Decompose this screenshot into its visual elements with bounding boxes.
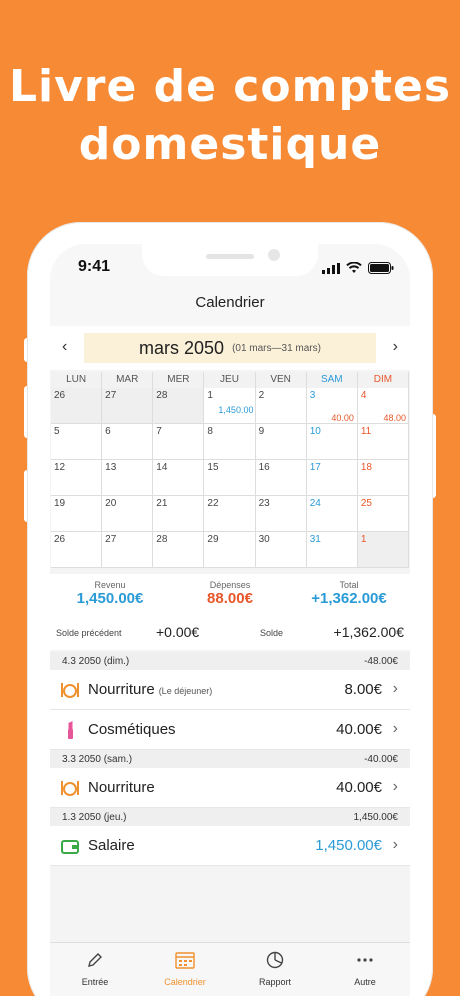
calendar-day[interactable]	[204, 496, 255, 532]
calendar-day[interactable]	[256, 532, 307, 568]
month-bar	[50, 326, 410, 370]
weekday-thu: JEU	[204, 372, 255, 388]
tab-autre[interactable]	[320, 943, 410, 996]
weekday-wed: MER	[153, 372, 204, 388]
day-number: 2	[258, 390, 265, 401]
entry-amount: 8.00€	[344, 681, 382, 698]
calendar-day[interactable]	[307, 424, 358, 460]
calendar-day[interactable]	[307, 532, 358, 568]
tab-label: Calendrier	[164, 977, 206, 987]
speaker	[206, 254, 254, 259]
day-number: 18	[360, 462, 372, 473]
day-number: 3	[309, 390, 316, 401]
calendar-day[interactable]	[102, 496, 153, 532]
day-number: 31	[309, 534, 321, 545]
day-number: 16	[258, 462, 270, 473]
tab-entree[interactable]	[50, 943, 140, 996]
calendar-day[interactable]	[153, 388, 204, 424]
calendar-day[interactable]	[204, 424, 255, 460]
day-number: 28	[156, 390, 168, 401]
day-number: 26	[54, 390, 66, 401]
fork-knife-icon	[60, 680, 80, 700]
lipstick-icon	[60, 720, 80, 740]
day-number: 28	[156, 534, 168, 545]
day-number: 14	[156, 462, 168, 473]
entry-row[interactable]	[50, 710, 410, 750]
day-number: 27	[105, 390, 117, 401]
chevron-right-icon: ›	[392, 720, 398, 737]
more-icon	[356, 951, 374, 969]
day-expense: 48.00	[383, 413, 406, 423]
pie-chart-icon	[266, 951, 284, 969]
entry-row[interactable]	[50, 768, 410, 808]
day-number: 29	[207, 534, 219, 545]
entry-row[interactable]	[50, 826, 410, 866]
entry-note: (Le déjeuner)	[158, 686, 213, 696]
headline-line2: domestique	[78, 119, 382, 170]
day-number: 1	[360, 534, 367, 545]
calendar-day[interactable]	[256, 388, 307, 424]
entry-amount: 40.00€	[336, 779, 382, 796]
phone-notch	[142, 244, 318, 276]
calendar-day[interactable]	[256, 424, 307, 460]
tab-bar	[50, 942, 410, 996]
calendar-day[interactable]	[204, 388, 255, 424]
calendar-day[interactable]	[51, 496, 102, 532]
expense-summary	[175, 580, 285, 607]
battery-icon	[368, 261, 394, 279]
day-date: 1.3 2050 (jeu.)	[62, 812, 127, 823]
day-number: 9	[258, 426, 265, 437]
calendar-day[interactable]	[358, 424, 409, 460]
entry-category: Nourriture	[88, 681, 155, 698]
fork-knife-icon	[60, 778, 80, 798]
calendar-grid	[51, 388, 409, 568]
headline-line1: Livre de comptes	[8, 61, 452, 112]
calendar-day[interactable]	[102, 388, 153, 424]
day-number: 13	[105, 462, 117, 473]
calendar-day[interactable]	[358, 460, 409, 496]
day-number: 23	[258, 498, 270, 509]
chevron-right-icon: ›	[392, 778, 398, 795]
weekday-sat: SAM	[307, 372, 358, 388]
tab-rapport[interactable]	[230, 943, 320, 996]
revenue-label: Revenu	[94, 580, 126, 590]
day-number: 7	[156, 426, 162, 437]
day-number: 17	[309, 462, 321, 473]
entry-label	[88, 681, 212, 698]
weekday-tue: MAR	[102, 372, 153, 388]
day-date: 4.3 2050 (dim.)	[62, 656, 130, 667]
prev-balance-value: +0.00€	[156, 624, 200, 640]
day-number: 20	[105, 498, 117, 509]
calendar-day[interactable]	[102, 424, 153, 460]
status-time: 9:41	[78, 258, 111, 275]
calendar-day[interactable]	[102, 460, 153, 496]
chevron-right-icon: ›	[392, 836, 398, 853]
calendar-day[interactable]	[307, 460, 358, 496]
day-date: 3.3 2050 (sam.)	[62, 754, 133, 765]
day-number: 25	[360, 498, 372, 509]
day-number: 12	[54, 462, 66, 473]
calendar-day[interactable]	[102, 532, 153, 568]
weekday-fri: VEN	[256, 372, 307, 388]
day-expense: 40.00	[331, 413, 354, 423]
day-number: 1	[207, 390, 213, 401]
camera	[268, 249, 280, 261]
day-total: -48.00€	[364, 656, 398, 667]
day-number: 27	[105, 534, 117, 545]
calendar-day[interactable]	[153, 424, 204, 460]
day-number: 6	[105, 426, 111, 437]
signal-icon	[322, 261, 340, 279]
month-range: (01 mars—31 mars)	[232, 342, 321, 354]
day-number: 10	[309, 426, 321, 437]
weekday-sun: DIM	[358, 372, 409, 388]
total-label: Total	[339, 580, 359, 590]
entry-amount: 40.00€	[336, 721, 382, 738]
total-value: +1,362.00€	[311, 590, 387, 607]
entry-category: Nourriture	[88, 779, 155, 796]
calendar-day[interactable]	[307, 388, 358, 424]
calendar-day[interactable]	[51, 424, 102, 460]
next-month-icon[interactable]: ›	[392, 338, 398, 355]
tab-calendrier[interactable]	[140, 943, 230, 996]
day-number: 22	[207, 498, 219, 509]
month-summary	[50, 574, 410, 650]
revenue-summary	[55, 580, 165, 607]
total-summary	[294, 580, 404, 607]
entry-row[interactable]	[50, 670, 410, 710]
day-total: 1,450.00€	[353, 812, 398, 823]
calendar-day[interactable]	[256, 496, 307, 532]
app-screen	[50, 244, 410, 996]
calendar-day[interactable]	[51, 388, 102, 424]
calendar-day[interactable]	[51, 532, 102, 568]
calendar-day[interactable]	[153, 532, 204, 568]
expense-value: 88.00€	[207, 590, 253, 607]
headline	[0, 58, 460, 174]
chevron-right-icon: ›	[392, 680, 398, 697]
month-label: mars 2050	[139, 337, 225, 358]
calendar-day[interactable]	[204, 532, 255, 568]
day-number: 5	[54, 426, 60, 437]
calendar-day[interactable]	[358, 388, 409, 424]
calendar-day[interactable]	[51, 460, 102, 496]
weekday-mon: LUN	[51, 372, 102, 388]
calendar-day[interactable]	[307, 496, 358, 532]
day-number: 11	[360, 426, 372, 437]
tab-label: Autre	[354, 977, 376, 987]
day-number: 19	[54, 498, 66, 509]
calendar-day[interactable]	[358, 496, 409, 532]
wallet-icon	[60, 836, 80, 856]
day-total: -40.00€	[364, 754, 398, 765]
revenue-value: 1,450.00€	[76, 590, 144, 607]
entry-category: Salaire	[88, 837, 135, 854]
wifi-icon	[346, 261, 362, 279]
tab-label: Entrée	[81, 977, 109, 987]
day-number: 4	[360, 390, 367, 401]
day-number: 21	[156, 498, 168, 509]
nav-title: Calendrier	[195, 294, 265, 311]
calendar-day[interactable]	[153, 460, 204, 496]
calendar-day[interactable]	[358, 532, 409, 568]
day-header	[50, 750, 410, 768]
entry-amount: 1,450.00€	[315, 837, 382, 854]
entry-category: Cosmétiques	[88, 721, 176, 738]
status-icons	[322, 261, 394, 279]
day-number: 15	[207, 462, 219, 473]
pencil-icon	[86, 951, 104, 969]
balance-value: +1,362.00€	[333, 624, 404, 640]
weekday-header	[51, 372, 409, 388]
balance-label: Solde	[260, 628, 284, 638]
calendar-day[interactable]	[204, 460, 255, 496]
day-header	[50, 652, 410, 670]
month-selector[interactable]	[84, 333, 376, 363]
calendar	[51, 372, 409, 568]
calendar-day[interactable]	[153, 496, 204, 532]
day-number: 8	[207, 426, 213, 437]
expense-label: Dépenses	[209, 580, 251, 590]
prev-balance-label: Solde précédent	[56, 628, 122, 638]
day-header	[50, 808, 410, 826]
day-number: 24	[309, 498, 321, 509]
calendar-day[interactable]	[256, 460, 307, 496]
day-number: 30	[258, 534, 270, 545]
day-income: 1,450.00	[218, 405, 254, 415]
calendar-icon	[175, 951, 195, 969]
tab-label: Rapport	[258, 977, 292, 987]
prev-month-icon[interactable]: ‹	[62, 338, 68, 355]
day-number: 26	[54, 534, 66, 545]
